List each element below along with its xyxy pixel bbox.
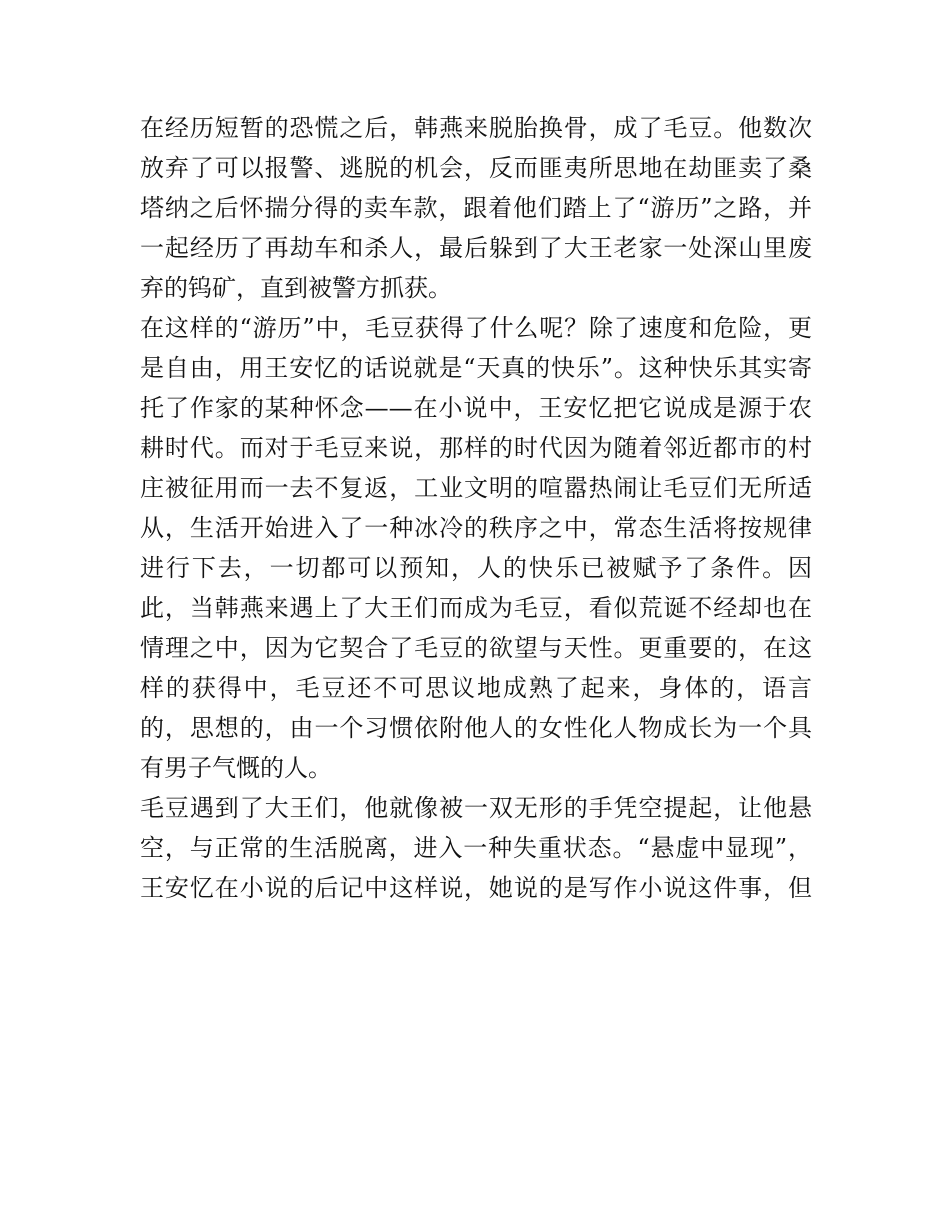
text-line: 弃的钨矿，直到被警方抓获。 xyxy=(140,274,452,302)
text-line: 放弃了可以报警、逃脱的机会，反而匪夷所思地在劫匪卖了桑 xyxy=(140,154,812,182)
text-line: 庄被征用而一去不复返，工业文明的喧嚣热闹让毛豆们无所适 xyxy=(140,474,812,502)
paragraph-1 xyxy=(140,108,812,308)
text-line: 样的获得中，毛豆还不可思议地成熟了起来，身体的，语言 xyxy=(140,674,812,702)
text-line: 一起经历了再劫车和杀人，最后躲到了大王老家一处深山里废 xyxy=(140,234,812,262)
text-line: 在经历短暂的恐慌之后，韩燕来脱胎换骨，成了毛豆。他数次 xyxy=(140,114,812,142)
paragraph-3 xyxy=(140,788,812,908)
text-line: 情理之中，因为它契合了毛豆的欲望与天性。更重要的，在这 xyxy=(140,634,812,662)
text-line: 的，思想的，由一个习惯依附他人的女性化人物成长为一个具 xyxy=(140,714,812,742)
text-line: 从，生活开始进入了一种冰冷的秩序之中，常态生活将按规律 xyxy=(140,514,812,542)
paragraph-2 xyxy=(140,308,812,788)
text-line: 在这样的“游历”中，毛豆获得了什么呢？除了速度和危险，更 xyxy=(140,314,812,342)
text-line: 塔纳之后怀揣分得的卖车款，跟着他们踏上了“游历”之路，并 xyxy=(140,194,812,222)
text-line: 空，与正常的生活脱离，进入一种失重状态。“悬虚中显现”， xyxy=(140,834,812,862)
text-line: 此，当韩燕来遇上了大王们而成为毛豆，看似荒诞不经却也在 xyxy=(140,594,812,622)
document-page xyxy=(140,108,812,908)
text-line: 有男子气慨的人。 xyxy=(140,754,332,782)
text-line: 托了作家的某种怀念——在小说中，王安忆把它说成是源于农 xyxy=(140,394,812,422)
text-line: 进行下去，一切都可以预知，人的快乐已被赋予了条件。因 xyxy=(140,554,812,582)
text-line: 王安忆在小说的后记中这样说，她说的是写作小说这件事，但 xyxy=(140,874,812,902)
text-line: 毛豆遇到了大王们，他就像被一双无形的手凭空提起，让他悬 xyxy=(140,794,812,822)
text-line: 耕时代。而对于毛豆来说，那样的时代因为随着邻近都市的村 xyxy=(140,434,812,462)
text-line: 是自由，用王安忆的话说就是“天真的快乐”。这种快乐其实寄 xyxy=(140,354,812,382)
